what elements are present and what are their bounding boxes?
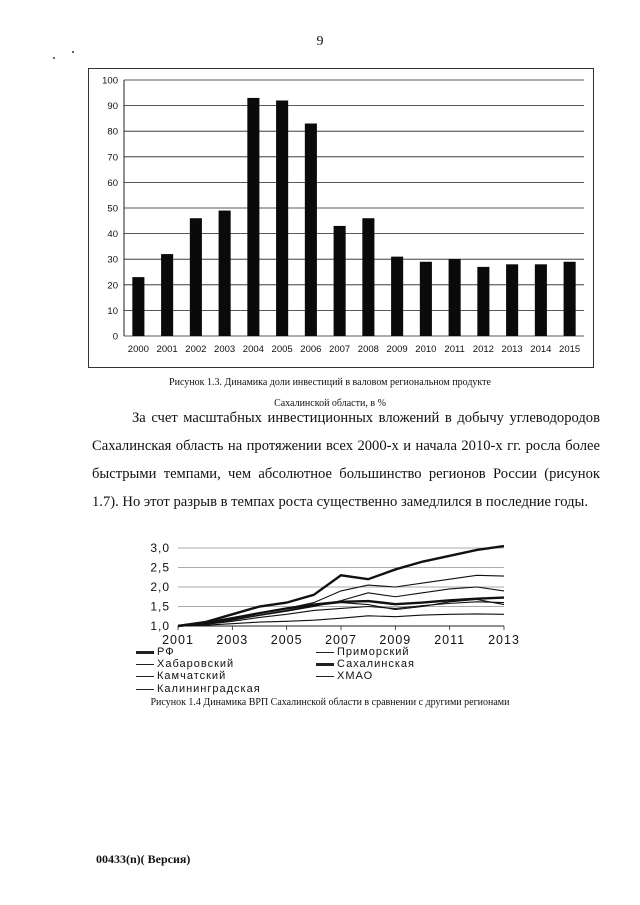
chart-legend [136, 646, 496, 696]
x-tick-label: 2008 [357, 344, 379, 355]
y-tick-label: 1,5 [150, 599, 170, 614]
bar-2005 [276, 100, 288, 336]
legend-item [136, 658, 234, 670]
bar-2010 [420, 262, 432, 336]
x-tick-label: 2000 [127, 344, 149, 355]
y-tick-label: 70 [107, 152, 118, 164]
scan-speck [53, 57, 55, 59]
legend-item [316, 646, 410, 658]
y-tick-label: 10 [107, 305, 118, 317]
x-tick-label: 2014 [530, 344, 552, 355]
y-tick-label: 2,5 [150, 560, 170, 575]
y-tick-label: 60 [107, 177, 118, 189]
bar-2003 [219, 211, 231, 336]
bar-2011 [449, 259, 461, 336]
y-tick-label: 80 [107, 126, 118, 138]
x-tick-label: 2009 [386, 344, 408, 355]
legend-label: Хабаровский [157, 658, 235, 670]
x-tick-label: 2001 [156, 344, 178, 355]
legend-label: РФ [157, 646, 175, 658]
x-tick-label: 2015 [559, 344, 581, 355]
bar-2001 [161, 254, 173, 336]
bar-2009 [391, 257, 403, 336]
y-tick-label: 100 [102, 75, 118, 87]
bar-2015 [564, 262, 576, 336]
figure-1-3-caption-line2: Сахалинской области, в % [274, 398, 386, 409]
legend-item [136, 670, 226, 682]
y-tick-label: 90 [107, 101, 118, 113]
y-tick-label: 50 [107, 203, 118, 215]
legend-line-swatch [136, 664, 154, 665]
x-tick-label: 2005 [271, 344, 293, 355]
legend-line-swatch [136, 651, 154, 654]
x-tick-label: 2010 [415, 344, 437, 355]
bar-2000 [132, 277, 144, 336]
y-tick-label: 1,0 [150, 619, 170, 633]
y-tick-label: 30 [107, 254, 118, 266]
x-tick-label: 2013 [501, 344, 523, 355]
page-number: 9 [316, 34, 324, 49]
legend-item [136, 683, 261, 695]
legend-line-swatch [316, 652, 334, 653]
x-tick-label: 2003 [214, 344, 236, 355]
x-tick-label: 2011 [434, 633, 466, 647]
legend-line-swatch [136, 689, 154, 690]
investment-share-bar-chart [88, 68, 594, 368]
y-tick-label: 2,0 [150, 580, 170, 594]
x-tick-label: 2005 [270, 633, 303, 647]
bar-2006 [305, 124, 317, 336]
x-tick-label: 2004 [242, 344, 264, 355]
legend-label: Камчатский [157, 670, 227, 682]
legend-label: Калининградская [157, 683, 261, 695]
legend-label: Приморский [337, 646, 410, 658]
x-tick-label: 2002 [185, 344, 207, 355]
x-tick-label: 2009 [379, 633, 412, 647]
legend-item [136, 646, 175, 658]
x-tick-label: 2013 [488, 633, 520, 647]
legend-label: Сахалинская [337, 658, 415, 670]
y-tick-label: 20 [107, 280, 118, 292]
bar-2012 [477, 267, 489, 336]
legend-item [316, 658, 415, 670]
body-paragraph: За счет масштабных инвестиционных вложений в добычу углеводородов Сахалинская область на протяжении всех 2000-х и начала 2010-х гг. росла более быстрыми темпами, чем абсолютное большинство регионов России (рисунок 1.7). Но этот разрыв в темпах роста существенно замедлился в последние годы. [92, 410, 600, 510]
x-tick-label: 2012 [472, 344, 494, 355]
bar-2014 [535, 264, 547, 336]
bar-2002 [190, 218, 202, 336]
x-tick-label: 2011 [444, 344, 465, 355]
x-tick-label: 2007 [325, 633, 357, 647]
legend-line-swatch [136, 676, 154, 677]
x-tick-label: 2003 [216, 633, 249, 647]
x-tick-label: 2007 [329, 344, 351, 355]
x-tick-label: 2001 [162, 633, 194, 647]
body-paragraph-block [92, 404, 600, 516]
scan-speck [72, 51, 74, 53]
x-tick-label: 2006 [300, 344, 322, 355]
bar-2004 [247, 98, 259, 336]
figure-1-4-caption: Рисунок 1.4 Динамика ВРП Сахалинской области в сравнении с другими регионами [150, 697, 510, 708]
legend-line-swatch [316, 676, 334, 677]
y-tick-label: 3,0 [150, 541, 170, 555]
y-tick-label: 40 [107, 229, 118, 241]
legend-item [316, 670, 373, 682]
y-tick-label: 0 [112, 331, 118, 343]
legend-line-swatch [316, 663, 334, 666]
legend-label: ХМАО [337, 670, 374, 682]
bar-2013 [506, 264, 518, 336]
figure-1-3-caption-line1: Рисунок 1.3. Динамика доли инвестиций в валовом региональном продукте [169, 377, 491, 388]
bar-2007 [334, 226, 346, 336]
bar-2008 [362, 218, 374, 336]
footer-code: 00433(n)( Версия) [96, 852, 191, 866]
